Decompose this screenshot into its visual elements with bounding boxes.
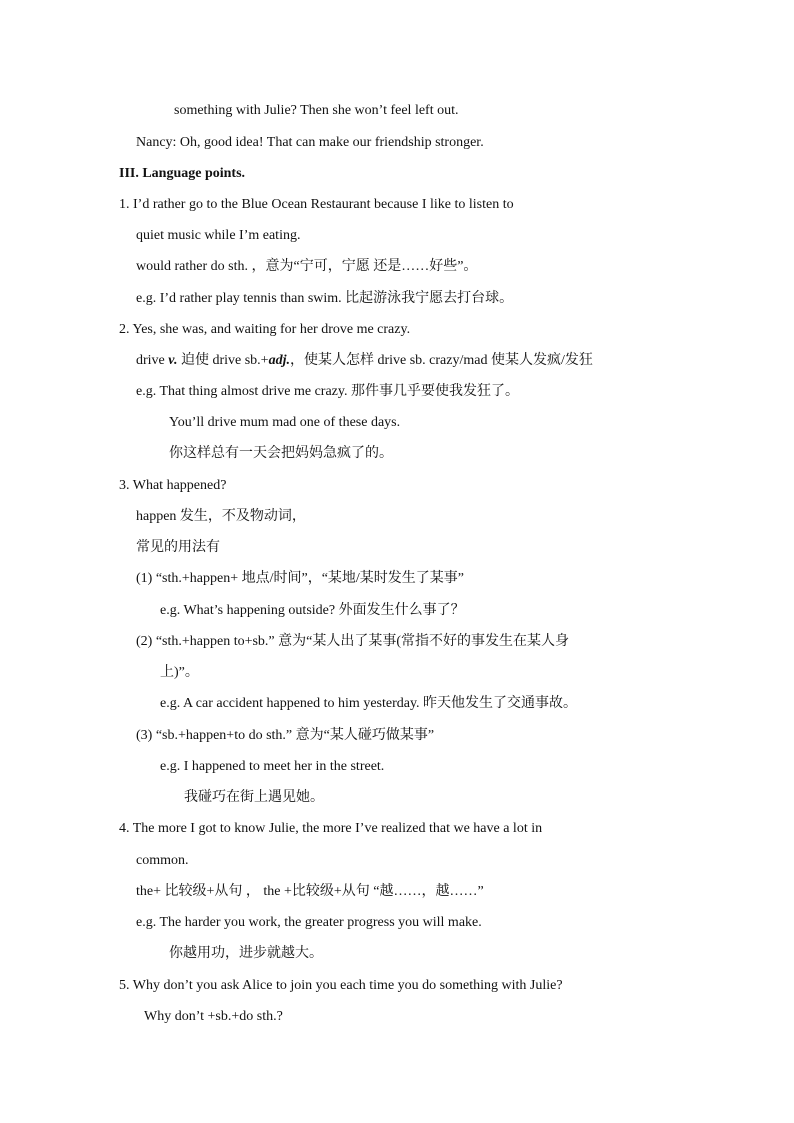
pos-adj: adj.	[268, 353, 290, 368]
point-2-mid: 迫使 drive sb.+	[177, 353, 269, 368]
point-4-translation: 你越用功，进步就越大。	[169, 946, 323, 961]
point-4-sentence-cont: common.	[136, 853, 189, 868]
point-1-example: e.g. I’d rather play tennis than swim. 比起游泳我宁愿去打台球。	[136, 291, 514, 306]
point-3-usage-2: (2) “sth.+happen to+sb.” 意为“某人出了某事(常指不好的事发生在某人身	[136, 634, 570, 649]
point-1-sentence-cont: quiet music while I’m eating.	[136, 228, 301, 243]
pos-verb: v.	[168, 353, 178, 368]
point-3-usage-3: (3) “sb.+happen+to do sth.” 意为“某人碰巧做某事”	[136, 728, 435, 743]
point-3-usage-2-example: e.g. A car accident happened to him yesterday. 昨天他发生了交通事故。	[160, 696, 578, 711]
point-2-explanation	[136, 351, 593, 371]
point-2-sentence: 2. Yes, she was, and waiting for her drove me crazy.	[119, 322, 411, 337]
point-3-usage-3-translation: 我碰巧在街上遇见她。	[184, 790, 324, 805]
point-1-explanation: would rather do sth. ，意为“宁可，宁愿 还是……好些”。	[136, 259, 478, 274]
point-3-sentence: 3. What happened?	[119, 478, 227, 493]
point-3-explanation: happen 发生，不及物动词，	[136, 509, 306, 524]
point-2-example-2: You’ll drive mum mad one of these days.	[169, 415, 401, 430]
point-2-example-2-translation: 你这样总有一天会把妈妈急疯了的。	[169, 446, 393, 461]
dialogue-line-continued: something with Julie? Then she won’t feel left out.	[174, 103, 459, 118]
point-3-usage-3-example: e.g. I happened to meet her in the street.	[160, 759, 385, 774]
point-2-word: drive	[136, 353, 169, 368]
point-2-post: ，使某人怎样 drive sb. crazy/mad 使某人发疯/发狂	[289, 353, 593, 368]
point-1-sentence: 1. I’d rather go to the Blue Ocean Restaurant because I like to listen to	[119, 197, 514, 212]
section-heading: III. Language points.	[119, 166, 246, 181]
point-5-sentence: 5. Why don’t you ask Alice to join you each time you do something with Julie?	[119, 978, 563, 993]
point-5-pattern: Why don’t +sb.+do sth.?	[144, 1009, 283, 1024]
point-4-sentence: 4. The more I got to know Julie, the more I’ve realized that we have a lot in	[119, 821, 543, 836]
dialogue-line-nancy: Nancy: Oh, good idea! That can make our friendship stronger.	[136, 135, 484, 150]
point-4-explanation: the+ 比较级+从句 ， the +比较级+从句 “越……，越……”	[136, 884, 484, 899]
point-3-usage-1-example: e.g. What’s happening outside? 外面发生什么事了？	[160, 603, 465, 618]
point-4-example: e.g. The harder you work, the greater progress you will make.	[136, 915, 482, 930]
point-3-usage-1: (1) “sth.+happen+ 地点/时间”，“某地/某时发生了某事”	[136, 571, 465, 586]
point-3-usage-2-cont: 上)”。	[160, 665, 199, 680]
point-2-example-1: e.g. That thing almost drive me crazy. 那件事几乎要使我发狂了。	[136, 384, 519, 399]
point-3-usage-heading: 常见的用法有	[136, 540, 220, 555]
